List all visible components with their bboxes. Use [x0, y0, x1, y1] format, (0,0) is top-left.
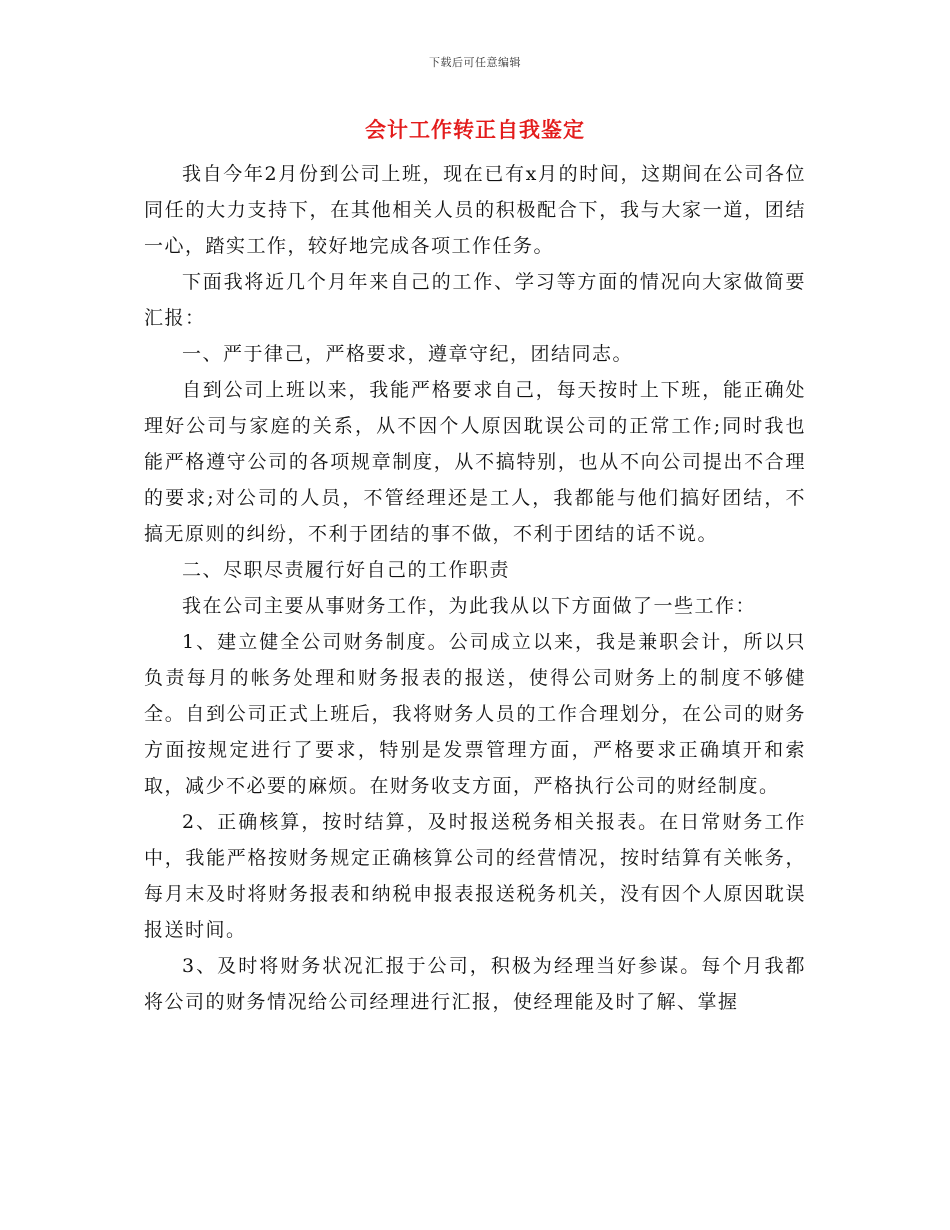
paragraph-report-lead: 下面我将近几个月年来自己的工作、学习等方面的情况向大家做简要汇报：	[144, 271, 806, 329]
document-title: 会计工作转正自我鉴定	[365, 117, 585, 142]
document-body	[144, 156, 806, 1020]
header-note: 下载后可任意编辑	[429, 56, 521, 69]
section-heading-2: 二、尽职尽责履行好自己的工作职责	[182, 559, 511, 581]
paragraph-item-3: 3、及时将财务状况汇报于公司，积极为经理当好参谋。每个月我都将公司的财务情况给公司经理进行汇报，使经理能及时了解、掌握	[144, 955, 806, 1013]
section-heading-1: 一、严于律己，严格要求，遵章守纪，团结同志。	[182, 343, 634, 365]
paragraph-discipline: 自到公司上班以来，我能严格要求自己，每天按时上下班，能正确处理好公司与家庭的关系，从不因个人原因耽误公司的正常工作;同时我也能严格遵守公司的各项规章制度，从不搞特别，也从不向公司提出不合理的要求;对公司的人员，不管经理还是工人，我都能与他们搞好团结，不搞无原则的纠纷，不利于团结的事不做，不利于团结的话不说。	[144, 379, 806, 545]
paragraph-duties-lead: 我在公司主要从事财务工作，为此我从以下方面做了一些工作：	[182, 595, 757, 617]
paragraph-intro: 我自今年2月份到公司上班，现在已有x月的时间，这期间在公司各位同任的大力支持下，在其他相关人员的积极配合下，我与大家一道，团结一心，踏实工作，较好地完成各项工作任务。	[144, 163, 806, 257]
paragraph-item-1: 1、建立健全公司财务制度。公司成立以来，我是兼职会计，所以只负责每月的帐务处理和财务报表的报送，使得公司财务上的制度不够健全。自到公司正式上班后，我将财务人员的工作合理划分，在公司的财务方面按规定进行了要求，特别是发票管理方面，严格要求正确填开和索取，减少不必要的麻烦。在财务收支方面，严格执行公司的财经制度。	[144, 631, 806, 797]
paragraph-item-2: 2、正确核算，按时结算，及时报送税务相关报表。在日常财务工作中，我能严格按财务规定正确核算公司的经营情况，按时结算有关帐务，每月末及时将财务报表和纳税申报表报送税务机关，没有因个人原因耽误报送时间。	[144, 811, 806, 941]
